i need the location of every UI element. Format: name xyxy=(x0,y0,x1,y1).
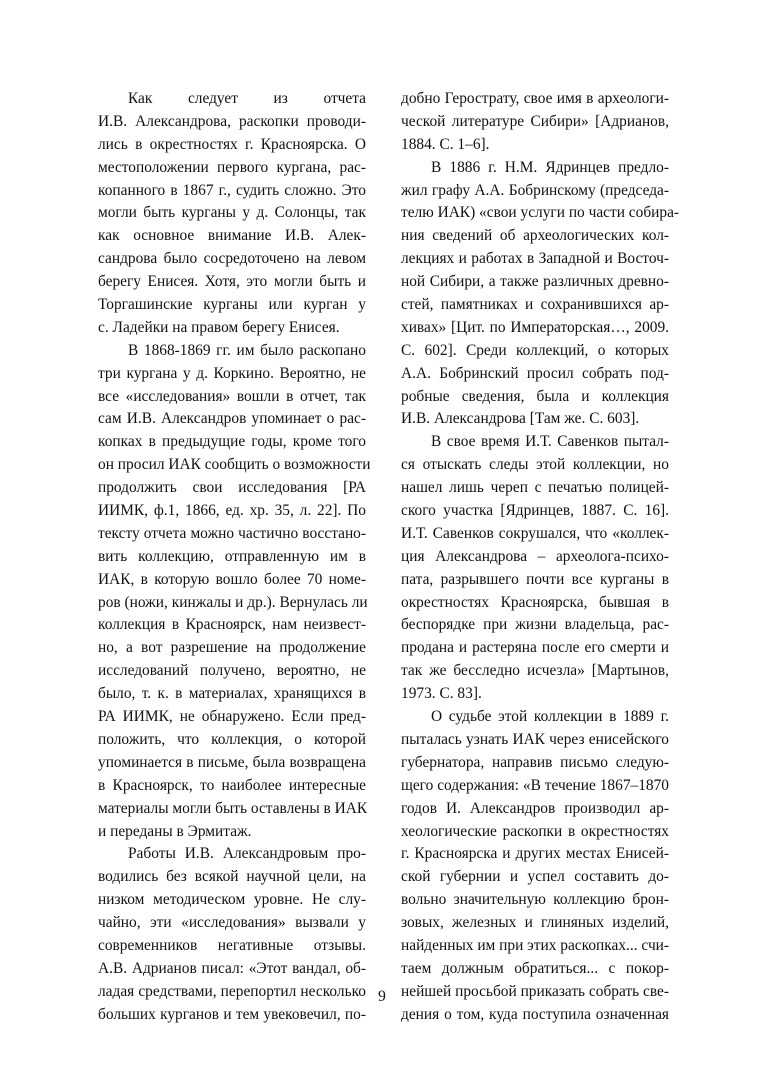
text-line: в Красноярск, то наиболее интересные xyxy=(98,776,366,794)
text-line: материалы могли быть оставлены в ИАК xyxy=(98,799,368,817)
page-number: 9 xyxy=(378,988,386,1005)
text-line: коллекция в Красноярск, нам неизвест- xyxy=(98,616,366,634)
text-line: низком методическом уровне. Не слу- xyxy=(98,891,366,909)
text-line: зовых, железных и глиняных изделий, xyxy=(401,914,669,932)
text-line: ной Сибири, а также различных древно- xyxy=(401,273,669,291)
text-line: Как следует из отчета xyxy=(128,90,366,107)
text-line: копках в предыдущие годы, кроме того xyxy=(98,433,366,451)
text-line: чайно, эти «исследования» вызвали у xyxy=(98,914,366,932)
text-line: с. Ладейки на правом берегу Енисея. xyxy=(98,318,340,336)
text-line: ся отыскать следы этой коллекции, но xyxy=(401,456,669,474)
text-line: А.В. Адрианов писал: «Этот вандал, об- xyxy=(98,959,366,977)
text-line: телю ИАК) «свои услуги по части собира- xyxy=(401,204,680,222)
text-line: хеологические раскопки в окрестностях xyxy=(401,822,669,840)
text-line: три кургана у д. Коркино. Вероятно, не xyxy=(98,364,366,382)
text-line: В 1868-1869 гг. им было раскопано xyxy=(128,341,366,359)
text-line: дения о том, куда поступила означенная xyxy=(401,1005,669,1023)
text-line: губернатора, направив письмо следую- xyxy=(401,753,669,771)
text-line: ИАК, в которую вошло более 70 номе- xyxy=(98,570,366,588)
text-line: нашел лишь череп с печатью полицей- xyxy=(401,479,669,497)
text-line: берегу Енисея. Хотя, это могли быть и xyxy=(98,273,366,291)
text-line: водились без всякой научной цели, на xyxy=(98,868,366,886)
text-column-right xyxy=(401,88,680,1027)
text-line: В 1886 г. Н.М. Ядринцев предло- xyxy=(431,158,669,176)
text-line: ческой литературе Сибири» [Адрианов, xyxy=(401,112,669,130)
text-line: было, т. к. в материалах, хранящихся в xyxy=(98,685,366,703)
text-line: копанного в 1867 г., судить сложно. Это xyxy=(98,181,366,199)
text-line: хивах» [Цит. по Императорская…, 2009. xyxy=(401,318,669,336)
text-line: беспорядке при жизни владельца, рас- xyxy=(401,616,669,634)
text-line: ладая средствами, перепортил несколько xyxy=(98,982,366,1000)
text-line: О судьбе этой коллекции в 1889 г. xyxy=(431,708,669,726)
text-line: годов И. Александров производил ар- xyxy=(401,799,669,817)
text-line: больших курганов и тем увековечил, по- xyxy=(98,1005,366,1023)
text-line: И.В. Александрова, раскопки проводи- xyxy=(98,112,366,130)
text-line: Работы И.В. Александровым про- xyxy=(128,845,366,863)
text-line: как основное внимание И.В. Алек- xyxy=(98,227,366,245)
text-line: продана и растеряна после его смерти и xyxy=(401,639,669,657)
text-line: щего содержания: «В течение 1867–1870 xyxy=(401,776,669,794)
text-line: лись в окрестностях г. Красноярска. О xyxy=(98,135,366,153)
text-line: пыталась узнать ИАК через енисейского xyxy=(401,730,669,748)
text-line: таем должным обратиться... с покор- xyxy=(401,959,669,977)
text-column-left xyxy=(98,88,371,1027)
text-line: современников негативные отзывы. xyxy=(98,936,366,954)
text-line: сандрова было сосредоточено на левом xyxy=(98,250,366,268)
text-line: он просил ИАК сообщить о возможности xyxy=(98,456,371,474)
text-line: ния сведений об археологических кол- xyxy=(401,227,669,245)
text-line: В свое время И.Т. Савенков пытал- xyxy=(431,433,669,451)
text-line: И.Т. Савенков сокрушался, что «коллек- xyxy=(401,524,669,542)
text-line: 1884. С. 1–6]. xyxy=(401,135,490,153)
text-line: местоположении первого кургана, рас- xyxy=(98,158,366,176)
text-line: но, а вот разрешение на продолжение xyxy=(98,639,366,657)
text-line: все «исследования» вошли в отчет, так xyxy=(98,387,366,405)
text-line: вить коллекцию, отправленную им в xyxy=(98,547,366,565)
text-line: И.В. Александрова [Там же. С. 603]. xyxy=(401,410,640,428)
text-line: ИИМК, ф.1, 1866, ед. хр. 35, л. 22]. По xyxy=(98,502,366,520)
text-line: положить, что коллекция, о которой xyxy=(98,730,366,748)
text-line: сам И.В. Александров упоминает о рас- xyxy=(98,410,366,428)
text-line: нейшей просьбой приказать собрать све- xyxy=(401,982,669,1000)
text-line: Торгашинские курганы или курган у xyxy=(98,296,366,314)
text-line: г. Красноярска и других местах Енисей- xyxy=(401,845,669,863)
text-line: 1973. С. 83]. xyxy=(401,685,482,703)
text-line: продолжить свои исследования [РА xyxy=(98,479,366,497)
text-line: могли быть курганы у д. Солонцы, так xyxy=(98,204,366,222)
text-line: ция Александрова – археолога-психо- xyxy=(401,547,669,565)
text-line: робные сведения, была и коллекция xyxy=(401,387,669,405)
text-line: и переданы в Эрмитаж. xyxy=(98,822,252,840)
text-line: лекциях и работах в Западной и Восточ- xyxy=(401,250,669,268)
text-line: найденных им при этих раскопках... счи- xyxy=(401,936,670,954)
text-line: окрестностях Красноярска, бывшая в xyxy=(401,593,669,611)
text-line: пата, разрывшего почти все курганы в xyxy=(401,570,669,588)
text-line: ской губернии и успел составить до- xyxy=(401,868,669,886)
text-line: А.А. Бобринский просил собрать под- xyxy=(401,364,669,382)
text-line: упоминается в письме, была возвращена xyxy=(98,753,366,771)
text-line: ров (ножи, кинжалы и др.). Вернулась ли xyxy=(98,593,368,611)
text-line: С. 602]. Среди коллекций, о которых xyxy=(401,341,669,359)
text-line: так же бесследно исчезла» [Мартынов, xyxy=(401,662,669,680)
text-line: исследований получено, вероятно, не xyxy=(98,662,366,680)
text-line: тексту отчета можно частично восстано- xyxy=(98,524,366,542)
text-line: жил графу А.А. Бобринскому (председа- xyxy=(401,181,669,199)
text-line: добно Герострату, свое имя в археологи- xyxy=(401,90,669,107)
text-line: вольно значительную коллекцию брон- xyxy=(401,891,669,909)
text-line: стей, памятниках и сохранившихся ар- xyxy=(401,296,669,314)
text-line: РА ИИМК, не обнаружено. Если пред- xyxy=(98,708,366,726)
text-line: ского участка [Ядринцев, 1887. С. 16]. xyxy=(401,502,669,520)
